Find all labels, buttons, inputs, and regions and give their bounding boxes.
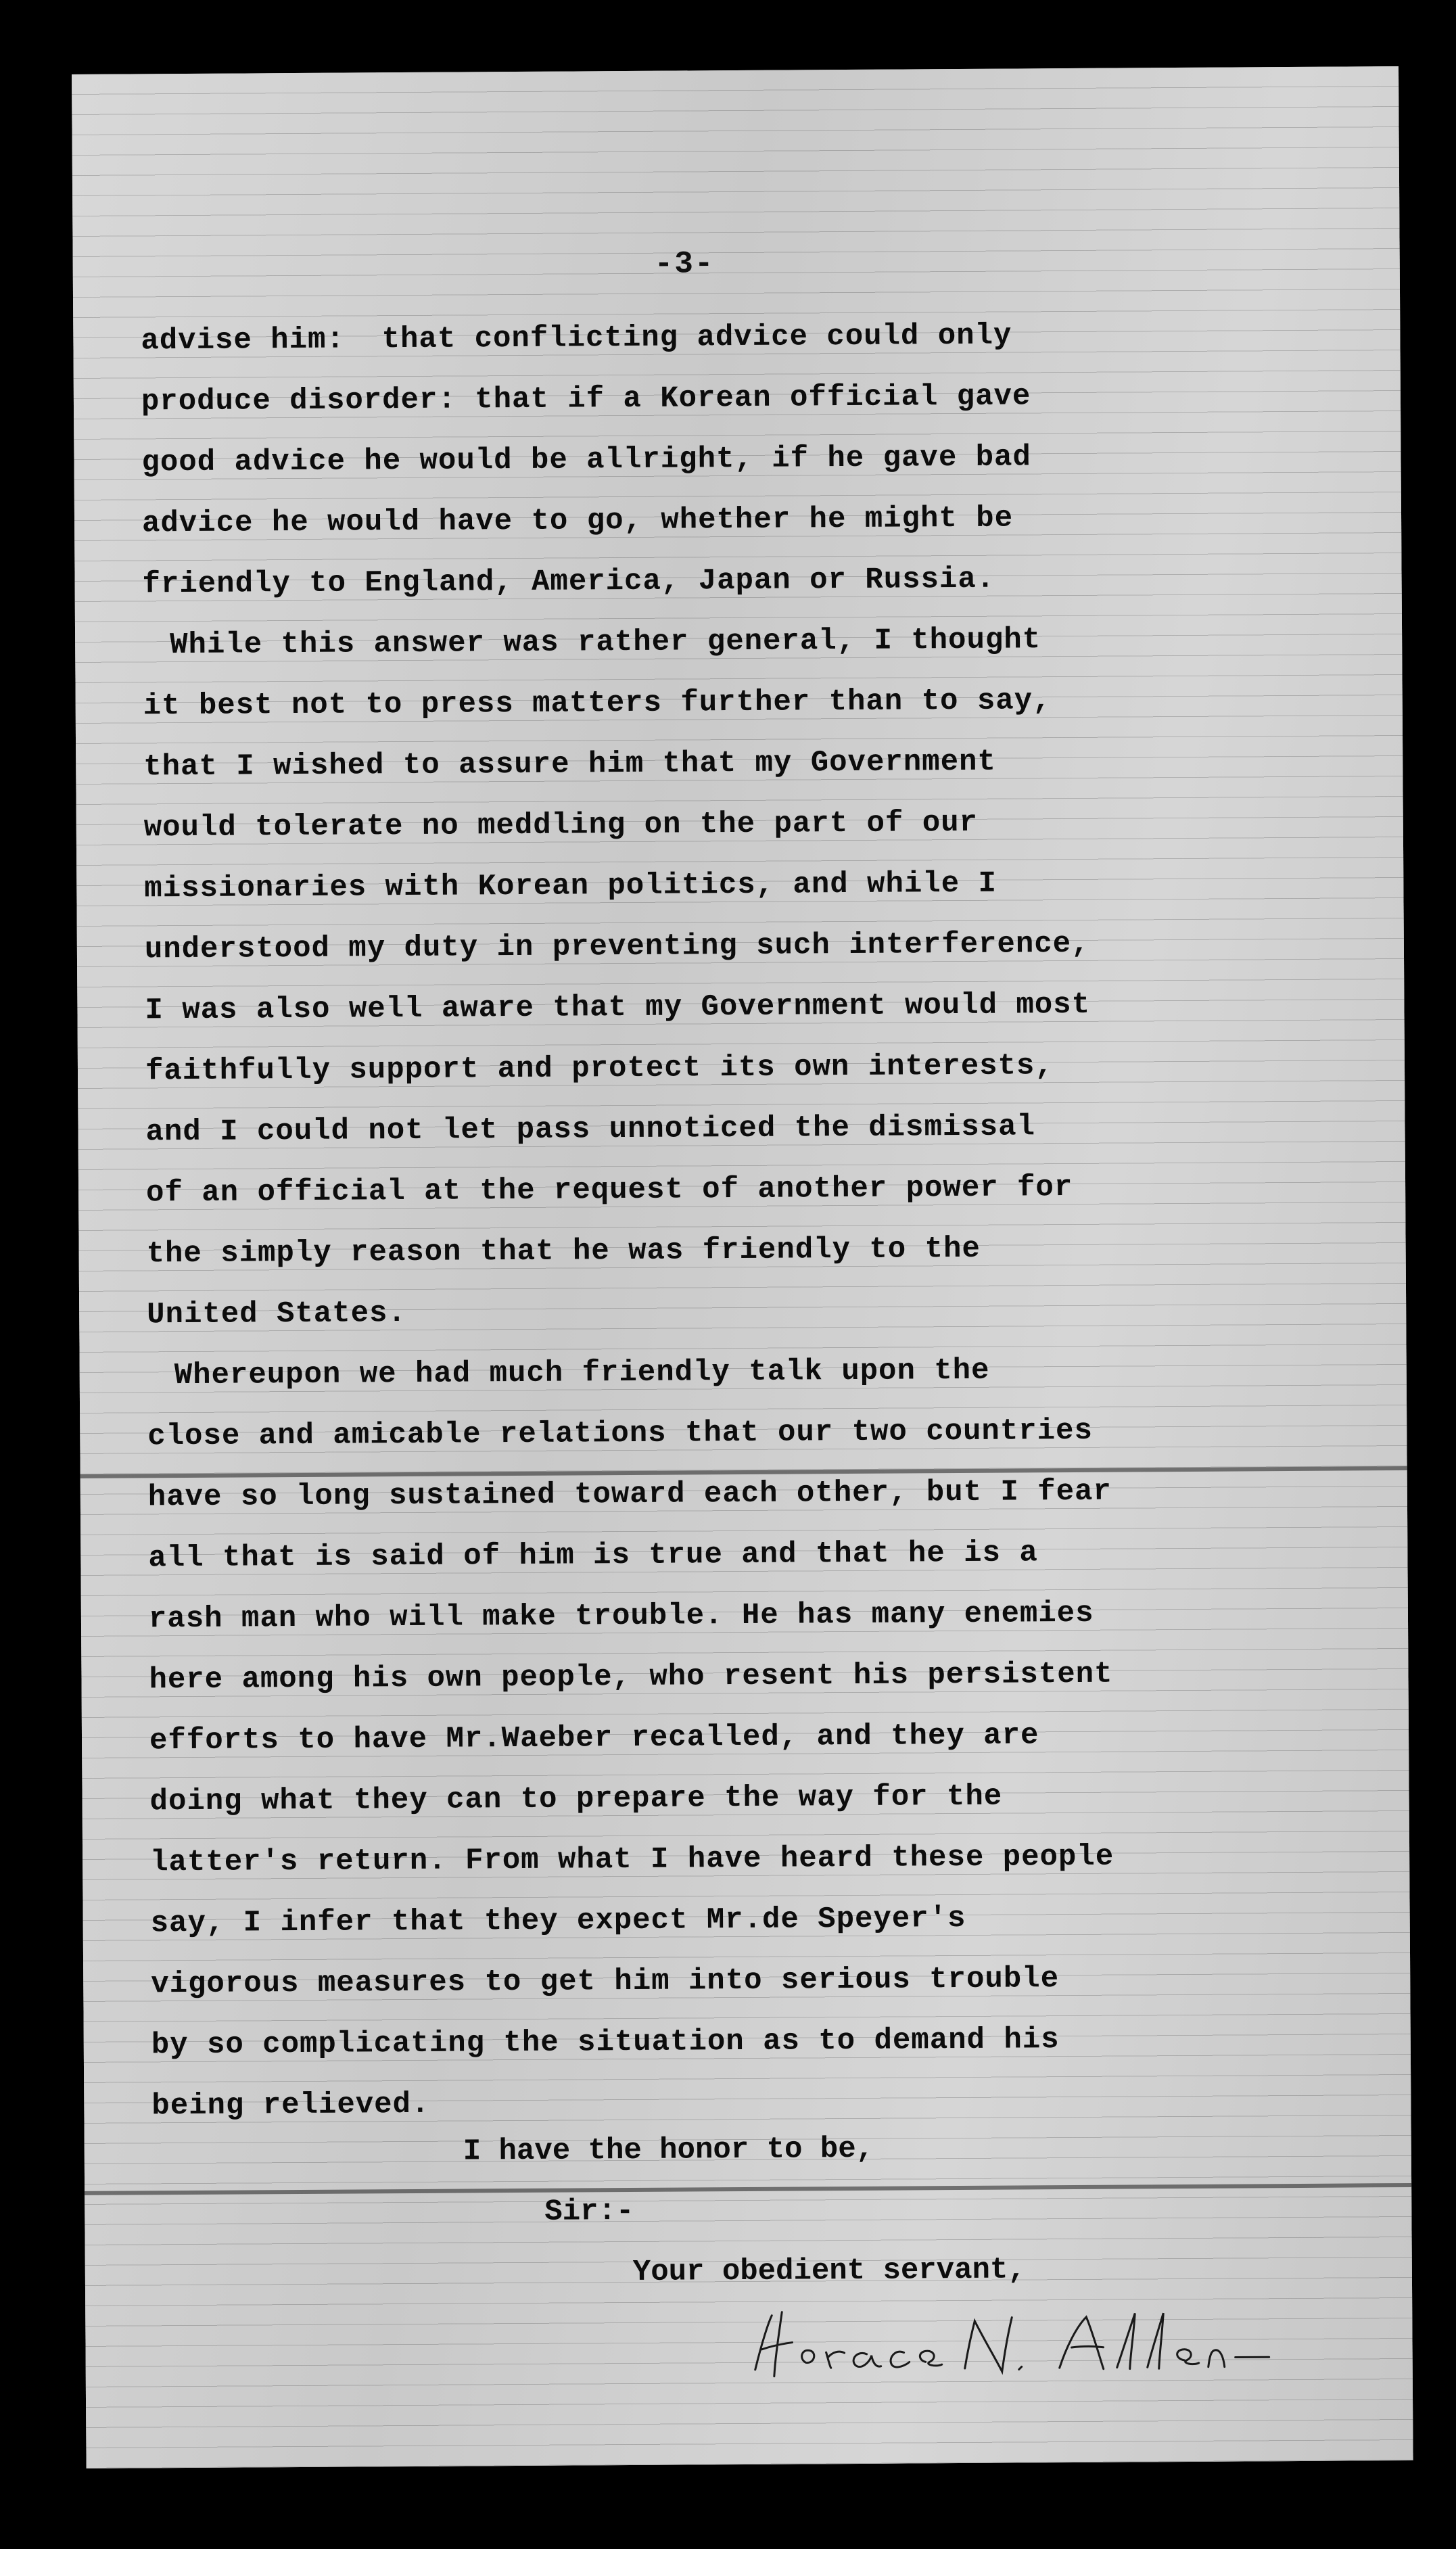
- text-line: Whereupon we had much friendly talk upon the: [174, 1353, 990, 1393]
- page-number: -3-: [654, 246, 715, 282]
- text-line: have so long sustained toward each other, but I fear: [147, 1474, 1112, 1515]
- text-line: I was also well aware that my Government would most: [145, 987, 1091, 1028]
- text-line: friendly to England, America, Japan or Russia.: [142, 562, 995, 602]
- letter-body: [141, 304, 1206, 2136]
- text-line: While this answer was rather general, I thought: [170, 623, 1041, 663]
- text-line: efforts to have Mr.Waeber recalled, and they are: [149, 1718, 1039, 1758]
- text-line: understood my duty in preventing such interference,: [144, 927, 1090, 967]
- text-line: United States.: [147, 1296, 407, 1332]
- text-line: the simply reason that he was friendly to the: [146, 1232, 981, 1271]
- text-line: say, I infer that they expect Mr.de Speyer's: [150, 1901, 966, 1941]
- text-line: good advice he would be allright, if he gave bad: [141, 440, 1032, 480]
- text-line: would tolerate no meddling on the part of our: [143, 805, 979, 845]
- text-line: produce disorder: that if a Korean official gave: [141, 379, 1031, 419]
- text-line: all that is said of him is true and that he is a: [148, 1536, 1038, 1576]
- text-line: it best not to press matters further than to say,: [143, 684, 1052, 724]
- text-line: latter's return. From what I have heard these people: [150, 1840, 1114, 1880]
- text-line: that I wished to assure him that my Government: [143, 745, 996, 785]
- text-line: missionaries with Korean politics, and while I: [144, 866, 997, 906]
- text-line: doing what they can to prepare the way for the: [149, 1779, 1003, 1819]
- text-line: rash man who will make trouble. He has many enemies: [148, 1596, 1094, 1637]
- text-line: here among his own people, who resent his persistent: [149, 1657, 1113, 1698]
- closing-salutation: Sir:-: [544, 2194, 634, 2229]
- closing-honor: I have the honor to be,: [463, 2132, 874, 2169]
- text-line: being relieved.: [151, 2087, 430, 2124]
- text-line: faithfully support and protect its own interests,: [145, 1049, 1054, 1089]
- closing-servant: Your obedient servant,: [632, 2253, 1026, 2289]
- document-page: [72, 66, 1413, 2469]
- text-line: close and amicable relations that our two countries: [147, 1413, 1094, 1454]
- text-line: advice he would have to go, whether he might be: [141, 501, 1014, 541]
- handwritten-signature: [741, 2292, 1283, 2397]
- text-line: vigorous measures to get him into serious trouble: [151, 1962, 1060, 2002]
- text-line: and I could not let pass unnoticed the dismissal: [145, 1110, 1036, 1150]
- text-line: of an official at the request of another power for: [145, 1170, 1073, 1211]
- text-line: by so complicating the situation as to demand his: [151, 2023, 1060, 2063]
- text-line: advise him: that conflicting advice could only: [141, 319, 1012, 358]
- fold-crease: [85, 2183, 1411, 2195]
